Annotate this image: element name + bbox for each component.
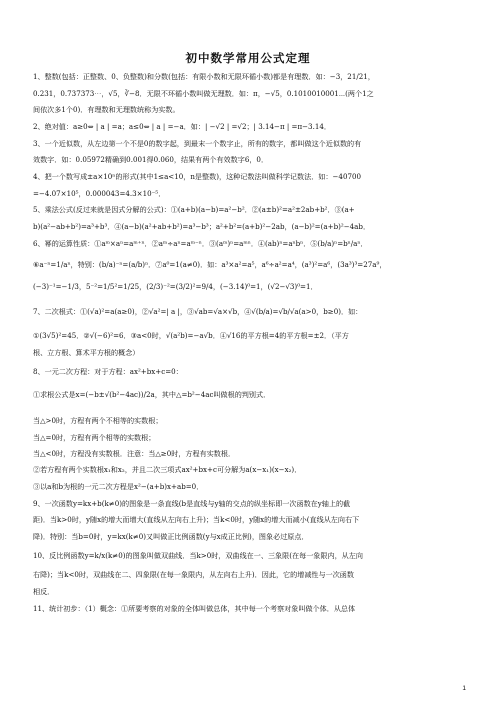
text-line: 右降)；当k<0时，双曲线在二、四象限(在每一象限内，从左向右上升)．因此，它的增减性与一次函数 (33, 570, 354, 579)
text-line: 效数字．如：0.05972精确到0.001得0.060，结果有两个有效数字6，0． (33, 155, 269, 164)
text-line: 2、绝对值：a≥0⇔ | a | =a；a≤0⇔ | a | =−a．如：| −√2 | =√2；| 3.14−π | =π−3.14． (33, 122, 331, 131)
text-line: 3、一个近似数，从左边第一个不是0的数字起，到最末一个数字止，所有的数字，都叫做这个近似数的有 (33, 139, 362, 148)
text-line: 降)．特别：当b=0时，y=kx(k≠0)又叫做正比例函数(y与x成正比例)，图象必过原点． (33, 532, 309, 541)
text-line: =−4.07×10⁵，0.000043=4.3×10⁻⁵． (33, 189, 166, 198)
text-line: 10、反比例函数y=k/x(k≠0)的图象叫做双曲线．当k>0时，双曲线在一、三象限(在每一象限内，从左向 (33, 551, 363, 560)
text-line: 根、立方根、算术平方根的概念） (33, 348, 140, 357)
text-line: ②若方程有两个实数根x₁和x₂，并且二次三项式ax²+bx+c可分解为a(x−x₁)(x−x₂)． (33, 465, 302, 474)
text-line: ①求根公式是x=(−b±√(b²−4ac))/2a，其中△=b²−4ac叫做根的判别式． (33, 390, 271, 399)
text-line: 0.231，0.737373⋯，√5，∛−8．无限不环循小数叫做无理数．如：π，−√5，0.1010010001⋯(两个1之 (33, 89, 374, 98)
page-number: 1 (462, 685, 466, 692)
text-line: 7、二次根式：①(√a)²=a(a≥0)，②√a²=| a |，③√ab=√a×√b，④√(b/a)=√b/√a(a>0，b≥0)．如： (33, 307, 363, 316)
text-line: 距)．当k>0时，y随x的增大而增大(直线从左向右上升)；当k<0时，y随x的增大而减小(直线从左向右下 (33, 515, 360, 524)
text-line: 间依次多1个0)．有理数和无理数统称为实数。 (33, 105, 180, 114)
text-line: ①(3√5)²=45．②√(−6)²=6．③a<0时，√(a²b)=−a√b．④√16的平方根=4的平方根=±2．（平方 (33, 331, 349, 340)
text-line: b)(a²−ab+b²)=a³+b³．④(a−b)(a²+ab+b²)=a³−b³；a²+b²=(a+b)²−2ab，(a−b)²=(a+b)²−4ab． (33, 222, 371, 231)
text-line: (−3)⁻¹=−1/3，5⁻²=1/5²=1/25，(2/3)⁻²=(3/2)²=9/4，(−3.14)⁰=1，(√2−√3)⁰=1． (33, 282, 318, 291)
text-line: 相反． (33, 587, 55, 596)
text-line: 5、乘法公式(反过来就是因式分解的公式)：①(a+b)(a−b)=a²−b²．②(a±b)²=a²±2ab+b²．③(a+ (33, 205, 355, 214)
text-line: 6、幂的运算性质：①aᵐ×aⁿ=aᵐ⁺ⁿ．②aᵐ÷aⁿ=aᵐ⁻ⁿ．③(aᵐ)ⁿ=aᵐⁿ．④(ab)ⁿ=aⁿbⁿ．⑤(b/a)ⁿ=bⁿ/aⁿ． (33, 239, 368, 248)
text-line: 9、一次函数y=kx+b(k≠0)的图象是一条直线(b是直线与y轴的交点的纵坐标即一次函数在y轴上的截 (33, 499, 351, 508)
text-line: ③以a和b为根的一元二次方程是x²−(a+b)x+ab=0． (33, 482, 204, 491)
text-line: 8、一元二次方程：对于方程：ax²+bx+c=0： (33, 367, 183, 376)
page-title: 初中数学常用公式定理 (185, 51, 311, 65)
text-line: 11、统计初步：（1）概念：①所要考察的对象的全体叫做总体，其中每一个考察对象叫做个体．从总体 (33, 604, 356, 613)
text-line: 4、把一个数写成±a×10ⁿ的形式(其中1≤a<10，n是整数)，这种记数法叫做科学记数法．如：−40700 (33, 172, 361, 181)
text-line: 当△>0时，方程有两个不相等的实数根； (33, 416, 163, 425)
text-line: 当△=0时，方程有两个相等的实数根； (33, 433, 156, 442)
text-line: 1、整数(包括：正整数、0、负整数)和分数(包括：有限小数和无限环循小数)都是有理数．如：−3，21/21， (33, 72, 375, 81)
text-line: 当△<0时，方程没有实数根．注意：当△≥0时，方程有实数根． (33, 449, 236, 458)
text-line: ⑥a⁻ⁿ=1/aⁿ，特别：(b/a)⁻ⁿ=(a/b)ⁿ．⑦a⁰=1(a≠0)．如：a³×a²=a⁵，a⁶÷a²=a⁴，(a³)²=a⁶，(3a³)³=27a⁹， (33, 260, 387, 269)
